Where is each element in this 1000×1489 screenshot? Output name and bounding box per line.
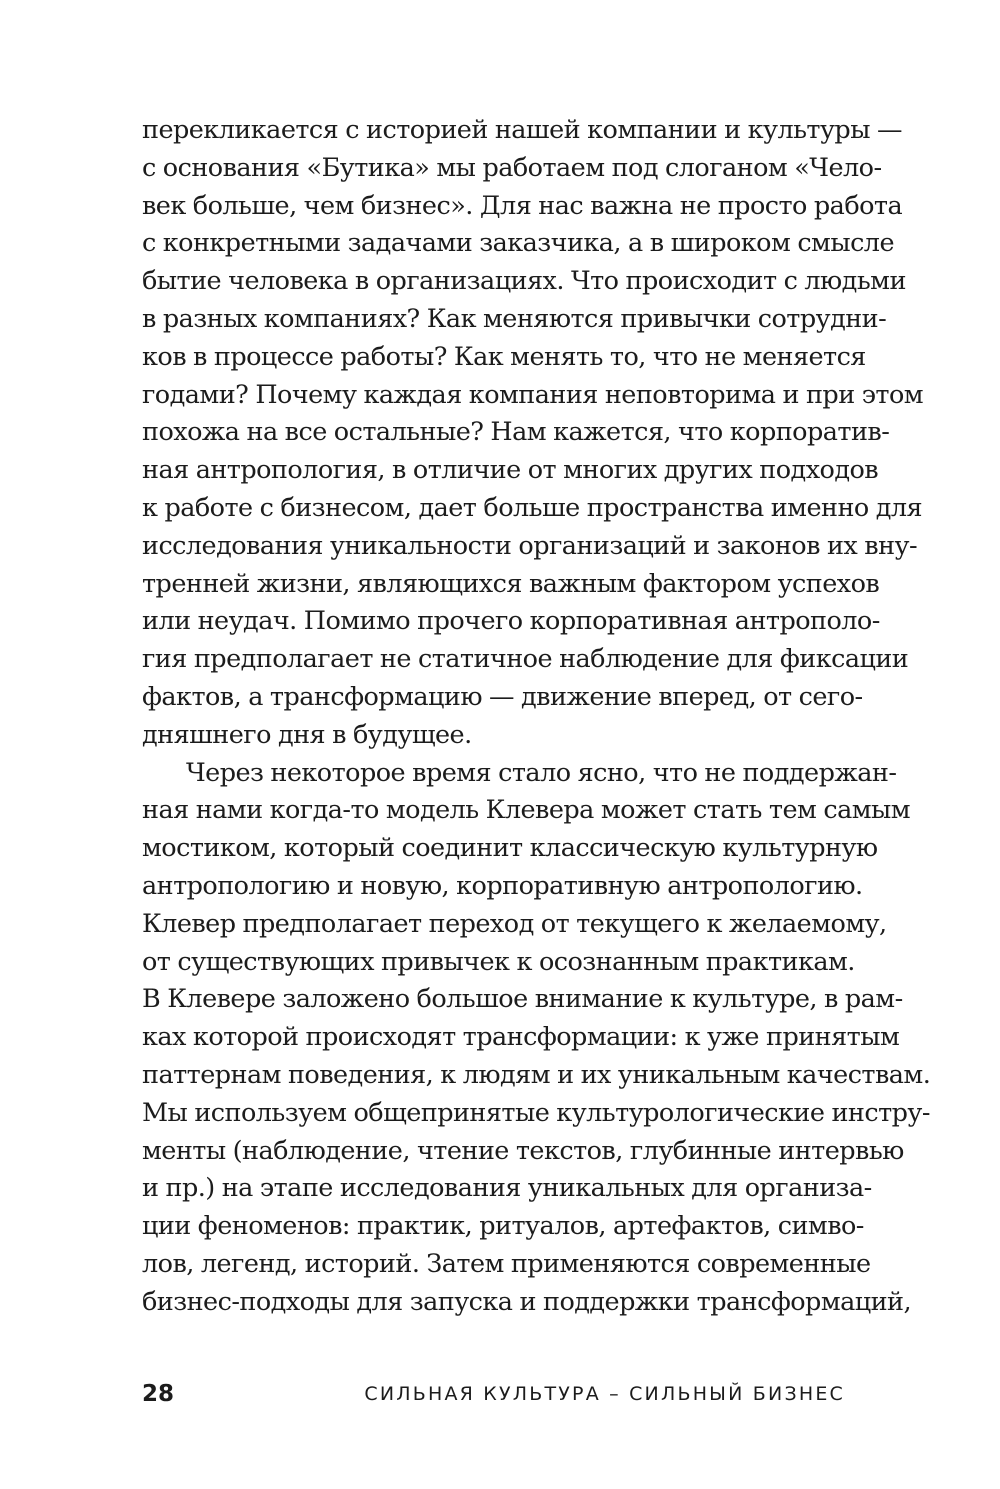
text-line: к работе с бизнесом, дает больше пространства именно для bbox=[142, 492, 923, 523]
text-line: век больше, чем бизнес». Для нас важна не просто работа bbox=[142, 190, 903, 221]
text-line: Мы используем общепринятые культурологические инстру- bbox=[142, 1097, 930, 1128]
text-line: фактов, а трансформацию — движение вперед, от сего- bbox=[142, 681, 863, 712]
text-line: В Клевере заложено большое внимание к культуре, в рам- bbox=[142, 984, 903, 1015]
running-head: СИЛЬНАЯ КУЛЬТУРА – СИЛЬНЫЙ БИЗНЕС bbox=[364, 1383, 845, 1405]
text-line: ная антропология, в отличие от многих других подходов bbox=[142, 455, 879, 486]
text-line: гия предполагает не статичное наблюдение для фиксации bbox=[142, 644, 909, 675]
text-line: годами? Почему каждая компания неповторима и при этом bbox=[142, 379, 924, 410]
text-line: мостиком, который соединит классическую культурную bbox=[142, 833, 878, 864]
paragraph bbox=[142, 112, 924, 755]
text-line: дняшнего дня в будущее. bbox=[142, 719, 472, 750]
text-line: с конкретными задачами заказчика, а в широком смысле bbox=[142, 228, 895, 259]
text-line: с основания «Бутика» мы работаем под слоганом «Чело- bbox=[142, 152, 882, 183]
body-text bbox=[142, 112, 931, 1322]
text-line: менты (наблюдение, чтение текстов, глубинные интервью bbox=[142, 1135, 904, 1166]
text-line: антропологию и новую, корпоративную антропологию. bbox=[142, 870, 863, 901]
text-line: паттернам поведения, к людям и их уникальным качествам. bbox=[142, 1059, 931, 1090]
text-line: бытие человека в организациях. Что происходит с людьми bbox=[142, 266, 906, 297]
text-line: тренней жизни, являющихся важным фактором успехов bbox=[142, 568, 880, 599]
text-line: исследования уникальности организаций и законов их вну- bbox=[142, 530, 918, 561]
text-line: перекликается с историей нашей компании и культуры — bbox=[142, 115, 902, 145]
text-line: ная нами когда-то модель Клевера может стать тем самым bbox=[142, 795, 911, 826]
text-line: похожа на все остальные? Нам кажется, что корпоратив- bbox=[142, 417, 890, 448]
page-number: 28 bbox=[142, 1381, 175, 1407]
paragraph bbox=[142, 755, 931, 1322]
text-line: ках которой происходят трансформации: к уже принятым bbox=[142, 1022, 900, 1053]
page-footer bbox=[142, 1376, 845, 1412]
text-line: или неудач. Помимо прочего корпоративная антрополо- bbox=[142, 606, 880, 637]
text-line: лов, легенд, историй. Затем применяются современные bbox=[142, 1248, 871, 1279]
text-line: бизнес-подходы для запуска и поддержки трансформаций, bbox=[142, 1286, 912, 1317]
text-line: и пр.) на этапе исследования уникальных для организа- bbox=[142, 1173, 872, 1204]
text-line: от существующих привычек к осознанным практикам. bbox=[142, 946, 855, 977]
text-line: ков в процессе работы? Как менять то, что не меняется bbox=[142, 341, 866, 372]
text-line: в разных компаниях? Как меняются привычки сотрудни- bbox=[142, 303, 887, 334]
text-line: Через некоторое время стало ясно, что не поддержан- bbox=[186, 757, 897, 788]
text-line: ции феноменов: практик, ритуалов, артефактов, симво- bbox=[142, 1211, 864, 1242]
text-line: Клевер предполагает переход от текущего к желаемому, bbox=[142, 908, 887, 939]
